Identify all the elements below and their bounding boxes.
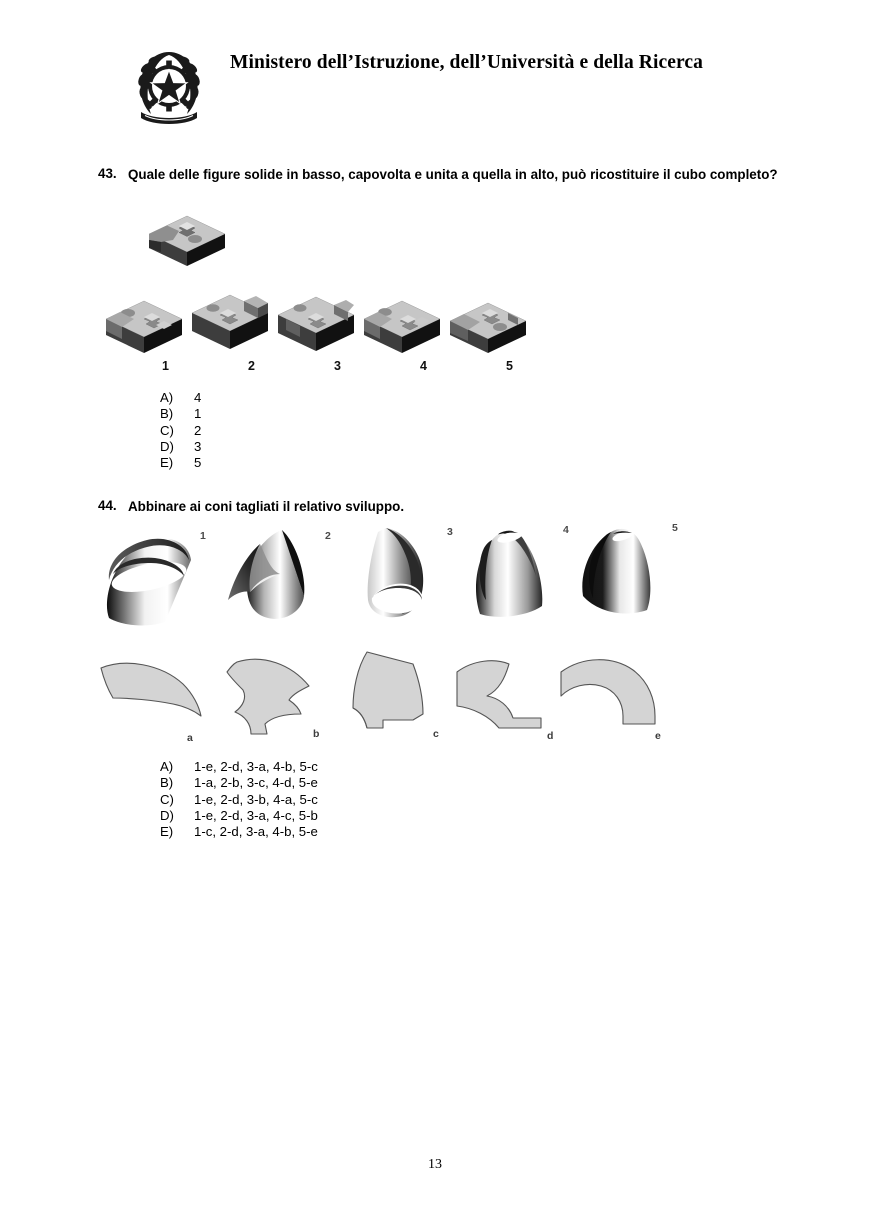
option-value: 5	[194, 455, 202, 471]
option-letter: D)	[160, 438, 174, 454]
question-43-number: 43.	[98, 166, 117, 181]
option-letter: A)	[160, 390, 174, 405]
cone-figure-3-label: 3	[447, 526, 453, 538]
option-value: 1-c, 2-d, 3-a, 4-b, 5-e	[194, 824, 318, 840]
option-letter: E)	[160, 455, 174, 471]
question-44-text: Abbinare ai coni tagliati il relativo sviluppo.	[128, 499, 405, 514]
option-value: 2	[194, 422, 202, 438]
option-letter: E)	[160, 824, 174, 840]
cone-figure-4-label: 4	[563, 524, 569, 536]
option-value: 1-e, 2-d, 3-a, 4-b, 5-c	[194, 759, 318, 774]
option-letter: B)	[160, 775, 174, 791]
question-44-number: 44.	[98, 498, 117, 513]
option-value: 1-a, 2-b, 3-c, 4-d, 5-e	[194, 775, 318, 791]
question-43-text: Quale delle figure solide in basso, capovolta e unita a quella in alto, può ricostituire il cubo completo?	[128, 167, 778, 182]
question-44-options	[160, 759, 318, 840]
option-row[interactable]	[160, 439, 201, 455]
option-letter: C)	[160, 791, 174, 807]
development-figure-b	[217, 650, 337, 740]
option-value: 1-e, 2-d, 3-b, 4-a, 5-c	[194, 791, 318, 807]
solid-option-3-label: 3	[334, 359, 341, 373]
page-title: Ministero dell’Istruzione, dell’Università e della Ricerca	[230, 52, 703, 73]
option-row[interactable]	[160, 423, 201, 439]
cone-figure-2-label: 2	[325, 530, 331, 542]
development-figure-b-label: b	[313, 728, 320, 740]
development-figure-c	[339, 646, 459, 740]
italian-republic-emblem-icon	[133, 44, 205, 132]
page-number: 13	[428, 1157, 442, 1172]
option-value: 3	[194, 438, 202, 454]
option-letter: B)	[160, 406, 174, 422]
development-figure-a	[95, 654, 215, 744]
option-value: 1	[194, 406, 202, 422]
cone-figure-1-label: 1	[200, 530, 206, 542]
option-letter: D)	[160, 807, 174, 823]
solid-option-3	[272, 293, 360, 373]
solid-option-2-label: 2	[248, 359, 255, 373]
solid-option-5-label: 5	[506, 359, 513, 373]
development-figure-d	[447, 650, 567, 740]
solid-option-5	[444, 299, 532, 373]
development-figure-c-label: c	[433, 728, 439, 740]
option-value: 1-e, 2-d, 3-a, 4-c, 5-b	[194, 807, 318, 823]
question-44	[98, 498, 830, 516]
development-figure-e-label: e	[655, 730, 661, 742]
solid-option-2	[186, 291, 274, 373]
cone-figure-4	[458, 522, 568, 622]
question-43-option-solids	[100, 297, 530, 385]
cone-figure-1	[95, 530, 205, 630]
option-row[interactable]	[160, 455, 201, 471]
option-row[interactable]	[160, 808, 318, 824]
option-row[interactable]	[160, 759, 318, 775]
development-figure-d-label: d	[547, 730, 554, 742]
question-44-cone-figures	[95, 522, 678, 632]
option-value: 4	[194, 390, 202, 405]
cone-figure-5	[567, 522, 677, 622]
cone-figure-5-label: 5	[672, 522, 678, 534]
development-figure-e	[555, 650, 675, 740]
cone-figure-2	[220, 526, 330, 626]
question-43	[98, 166, 830, 184]
solid-option-1-label: 1	[162, 359, 169, 373]
option-letter: A)	[160, 759, 174, 774]
development-figure-a-label: a	[187, 732, 193, 744]
option-row[interactable]	[160, 824, 318, 840]
question-44-development-figures	[95, 650, 665, 745]
cone-figure-3	[342, 524, 452, 624]
question-43-reference-solid	[143, 212, 231, 280]
option-row[interactable]	[160, 390, 201, 406]
option-row[interactable]	[160, 775, 318, 791]
solid-option-4-label: 4	[420, 359, 427, 373]
option-row[interactable]	[160, 406, 201, 422]
option-letter: C)	[160, 422, 174, 438]
option-row[interactable]	[160, 792, 318, 808]
solid-option-4	[358, 297, 446, 373]
solid-option-1	[100, 297, 188, 373]
question-43-options	[160, 390, 201, 471]
document-header	[133, 38, 793, 133]
